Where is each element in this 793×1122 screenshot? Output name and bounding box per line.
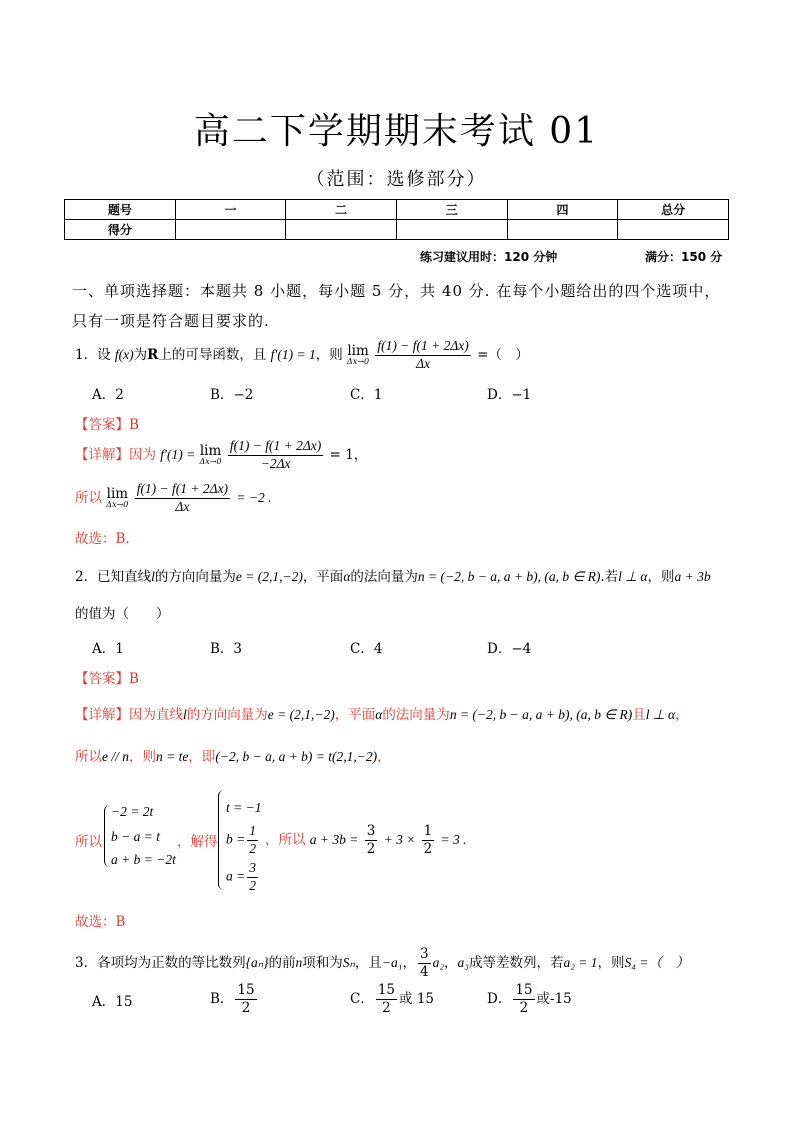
detail-text: 所以 [75,749,102,765]
detail-parallel: e // n [102,749,129,764]
detail-label: 【详解】 [75,707,129,723]
detail-text: 的法向量为 [382,707,450,723]
conclusion-text: 所以 [75,490,102,506]
q1-option-a: A．2 [92,387,124,403]
q3-option-a: A．15 [92,994,133,1010]
detail-text: 的方向向量为 [186,707,268,723]
detail-tail: = 1， [329,447,368,463]
fraction-numerator: 3 [247,860,258,878]
option-label: B． [210,990,234,1007]
q1-text: 设 [97,346,111,363]
q2-detail-calc [265,823,467,858]
system2-t: t = −1 [226,800,262,815]
q2-stem-line2: 的值为（ ） [75,606,170,622]
q2-text: 的方向向量为 [154,569,236,585]
conclusion-fraction [135,481,230,516]
q2-text: ，则 [647,569,675,585]
q1-conclusion [75,480,271,516]
score-row-label: 得分 [65,220,176,240]
system2-b [226,823,260,858]
page-subtitle: （范围：选修部分） [306,169,487,190]
q2-text: .若 [600,569,619,585]
q2-perp: l ⊥ α [618,569,648,584]
q1-limit [347,342,370,367]
q3-text: ，且 [354,955,382,971]
detail-text: ，则 [129,749,156,765]
q1-condition: f′(1) = 1 [270,346,316,362]
lim-word: lim [106,485,129,502]
fraction-denominator: 2 [519,999,529,1016]
detail-text: ，即 [188,749,216,765]
conclusion-tail: = −2 . [236,490,272,505]
q3-s4: S₄ =（ ） [624,955,689,970]
q2-option-a: A．1 [92,641,124,657]
lim-word: lim [199,442,222,459]
detail-perp: l ⊥ α [645,707,676,722]
q2-detail-solve: ，解得 [177,834,218,850]
q2-plane-alpha: α [343,569,351,584]
conclusion-limit [106,485,129,510]
option-label: C． [350,990,374,1007]
fraction-denominator: 2 [249,877,256,893]
detail-text: 因为 [129,447,156,463]
score-header-cell: 题号 [65,200,176,220]
detail-expression: (−2, b − a, a + b) = t(2,1,−2) [215,749,378,764]
fraction-denominator: 2 [382,999,391,1016]
q1-detail [75,437,367,473]
detail-vector-n: n = (−2, b − a, a + b), (a, b ∈ R) [449,707,633,722]
q1-number: 1． [75,346,98,363]
detail-text: 且 [632,707,646,723]
detail-text: ，所以 [265,831,306,848]
fraction-numerator: f(1) − f(1 + 2Δx) [135,481,230,499]
fraction-three-half [365,823,378,858]
q3-text: ， [444,955,458,971]
q3-n: n [295,955,303,970]
fraction-one-half [422,823,435,858]
q2-text: 的法向量为 [350,569,418,585]
sys2-b-label: b = [226,831,246,847]
q1-option-c: C．1 [350,387,383,403]
q2-choose: 故选：B [75,914,126,930]
system2-a [226,860,260,895]
fraction-one-half [247,823,258,858]
q2-option-c: C．4 [350,641,383,657]
detail-text: ， [377,749,391,765]
q2-number: 2． [75,569,98,585]
q2-vector-n: n = (−2, b − a, a + b), (a, b ∈ R) [417,569,601,584]
score-header-cell: 总分 [618,200,729,220]
time-note: 练习建议用时：120 分钟 [420,250,558,264]
lim-word: lim [347,342,369,359]
q3-a2: a₂ [432,955,445,970]
fraction-numerator: 1 [247,823,258,841]
fraction-numerator: 1 [423,823,433,839]
score-header-cell: 二 [286,200,397,220]
q3-option-d [487,982,572,1017]
detail-text: 因为直线 [129,707,183,723]
section-heading-line2: 只有一项是符合题目要求的. [72,312,270,330]
q2-answer: 【答案】B [75,671,139,687]
q1-fx: f(x) [114,346,134,362]
fraction-denominator: −2Δx [260,456,291,471]
q2-text: ，平面 [302,569,344,585]
score-header-cell: 一 [175,200,286,220]
q3-text: ，则 [597,955,625,971]
q1-option-d: D．−1 [487,387,532,403]
q1-text: 上的可导函数，且 [158,346,267,363]
fraction-denominator: 2 [366,840,376,857]
page-title: 高二下学期期末考试 01 [193,111,600,152]
q3-text: ， [402,955,416,971]
q1-tail: =（ ） [477,346,529,363]
detail-equation: n = te [156,749,189,764]
option-tail: 或 15 [399,990,435,1007]
q3-number: 3． [75,955,98,971]
left-brace [218,790,225,890]
detail-fraction [228,438,323,473]
detail-condition: f′(1) = [160,447,196,462]
q2-detail-line1 [75,703,689,723]
calc-part: = 3 . [440,831,467,847]
q2-line-l: l [151,569,155,584]
fraction-denominator: Δx [175,499,190,514]
calc-part: a + 3b = [309,831,359,847]
fraction-denominator: Δx [416,355,431,371]
q3-sequence: {aₙ} [245,955,269,970]
detail-limit [199,442,222,467]
q3-option-c [350,982,434,1017]
q2-target: a + 3b [674,569,711,584]
q1-text: 为 [133,346,148,363]
fraction-numerator: 3 [366,823,376,839]
fraction-denominator: 2 [423,840,433,857]
fraction-numerator: 15 [515,982,533,998]
score-cell [618,220,729,240]
score-table-score-row [65,220,729,240]
left-brace [104,805,111,867]
q2-option-b: B．3 [210,641,243,657]
section-heading-line1: 一、单项选择题：本题共 8 小题，每小题 5 分，共 40 分. 在每个小题给出的四个选项中， [72,282,721,300]
score-cell [507,220,618,240]
fraction-fifteen-half [513,982,534,1017]
option-label: D． [487,990,512,1007]
fraction-denominator: 2 [241,999,251,1016]
score-header-cell: 四 [507,200,618,220]
detail-line-l: l [183,707,187,722]
q3-option-b [210,982,259,1017]
score-table-header-row [65,200,729,220]
question-2-stem [75,565,711,585]
option-tail: 或-15 [536,990,572,1007]
fraction-denominator: 4 [419,964,429,980]
fraction-fifteen-half [376,982,397,1017]
question-3-stem [75,945,689,981]
score-note: 满分：150 分 [645,250,723,264]
q2-detail-so: 所以 [75,834,102,850]
q3-text: 项和为 [302,955,343,971]
fraction-fifteen-half [235,982,256,1017]
system1-eq3: a + b = −2t [111,852,176,867]
q1-choose: 故选：B. [75,531,130,547]
detail-label: 【详解】 [75,447,129,463]
fraction-three-quarters [418,946,431,981]
q3-text: 成等差数列，若 [468,955,564,971]
detail-text: ，平面 [334,707,376,723]
lim-subscript: Δx→0 [347,357,370,367]
score-cell [396,220,507,240]
system1-eq2: b − a = t [111,829,160,844]
fraction-numerator: f(1) − f(1 + 2Δx) [228,438,323,456]
q3-a3: a₃ [457,955,469,970]
score-table [64,199,729,240]
fraction-denominator: 2 [249,840,256,856]
q1-fraction [375,338,470,373]
question-1-stem [75,338,529,373]
q3-sn: Sₙ [342,955,355,970]
q1-text: ，则 [315,346,343,363]
q3-condition: a₂ = 1 [563,955,598,970]
q2-option-d: D．−4 [487,641,532,657]
lim-subscript: Δx→0 [199,457,222,467]
q2-text: 已知直线 [97,569,152,585]
q3-neg-a1: −a₁ [381,955,403,970]
detail-plane-alpha: α [375,707,383,722]
q2-vector-e: e = (2,1,−2) [235,569,303,584]
fraction-numerator: 15 [237,982,255,998]
q3-text: 的前 [268,955,296,971]
fraction-numerator: 3 [419,946,429,963]
lim-subscript: Δx→0 [106,500,129,510]
system1-eq1: −2 = 2t [111,804,154,819]
calc-part: + 3 × [383,831,416,847]
score-cell [175,220,286,240]
fraction-three-half [247,860,258,895]
q1-real-set: R [147,346,159,363]
fraction-numerator: f(1) − f(1 + 2Δx) [375,338,470,356]
q3-text: 各项均为正数的等比数列 [97,955,246,971]
score-header-cell: 三 [396,200,507,220]
q2-detail-line2 [75,745,391,765]
fraction-numerator: 15 [377,982,396,998]
q1-option-b: B．−2 [210,387,254,403]
score-cell [286,220,397,240]
q1-answer: 【答案】B [75,417,139,433]
detail-vector-e: e = (2,1,−2) [267,707,335,722]
sys2-a-label: a = [226,868,246,884]
detail-text: ， [675,707,689,723]
